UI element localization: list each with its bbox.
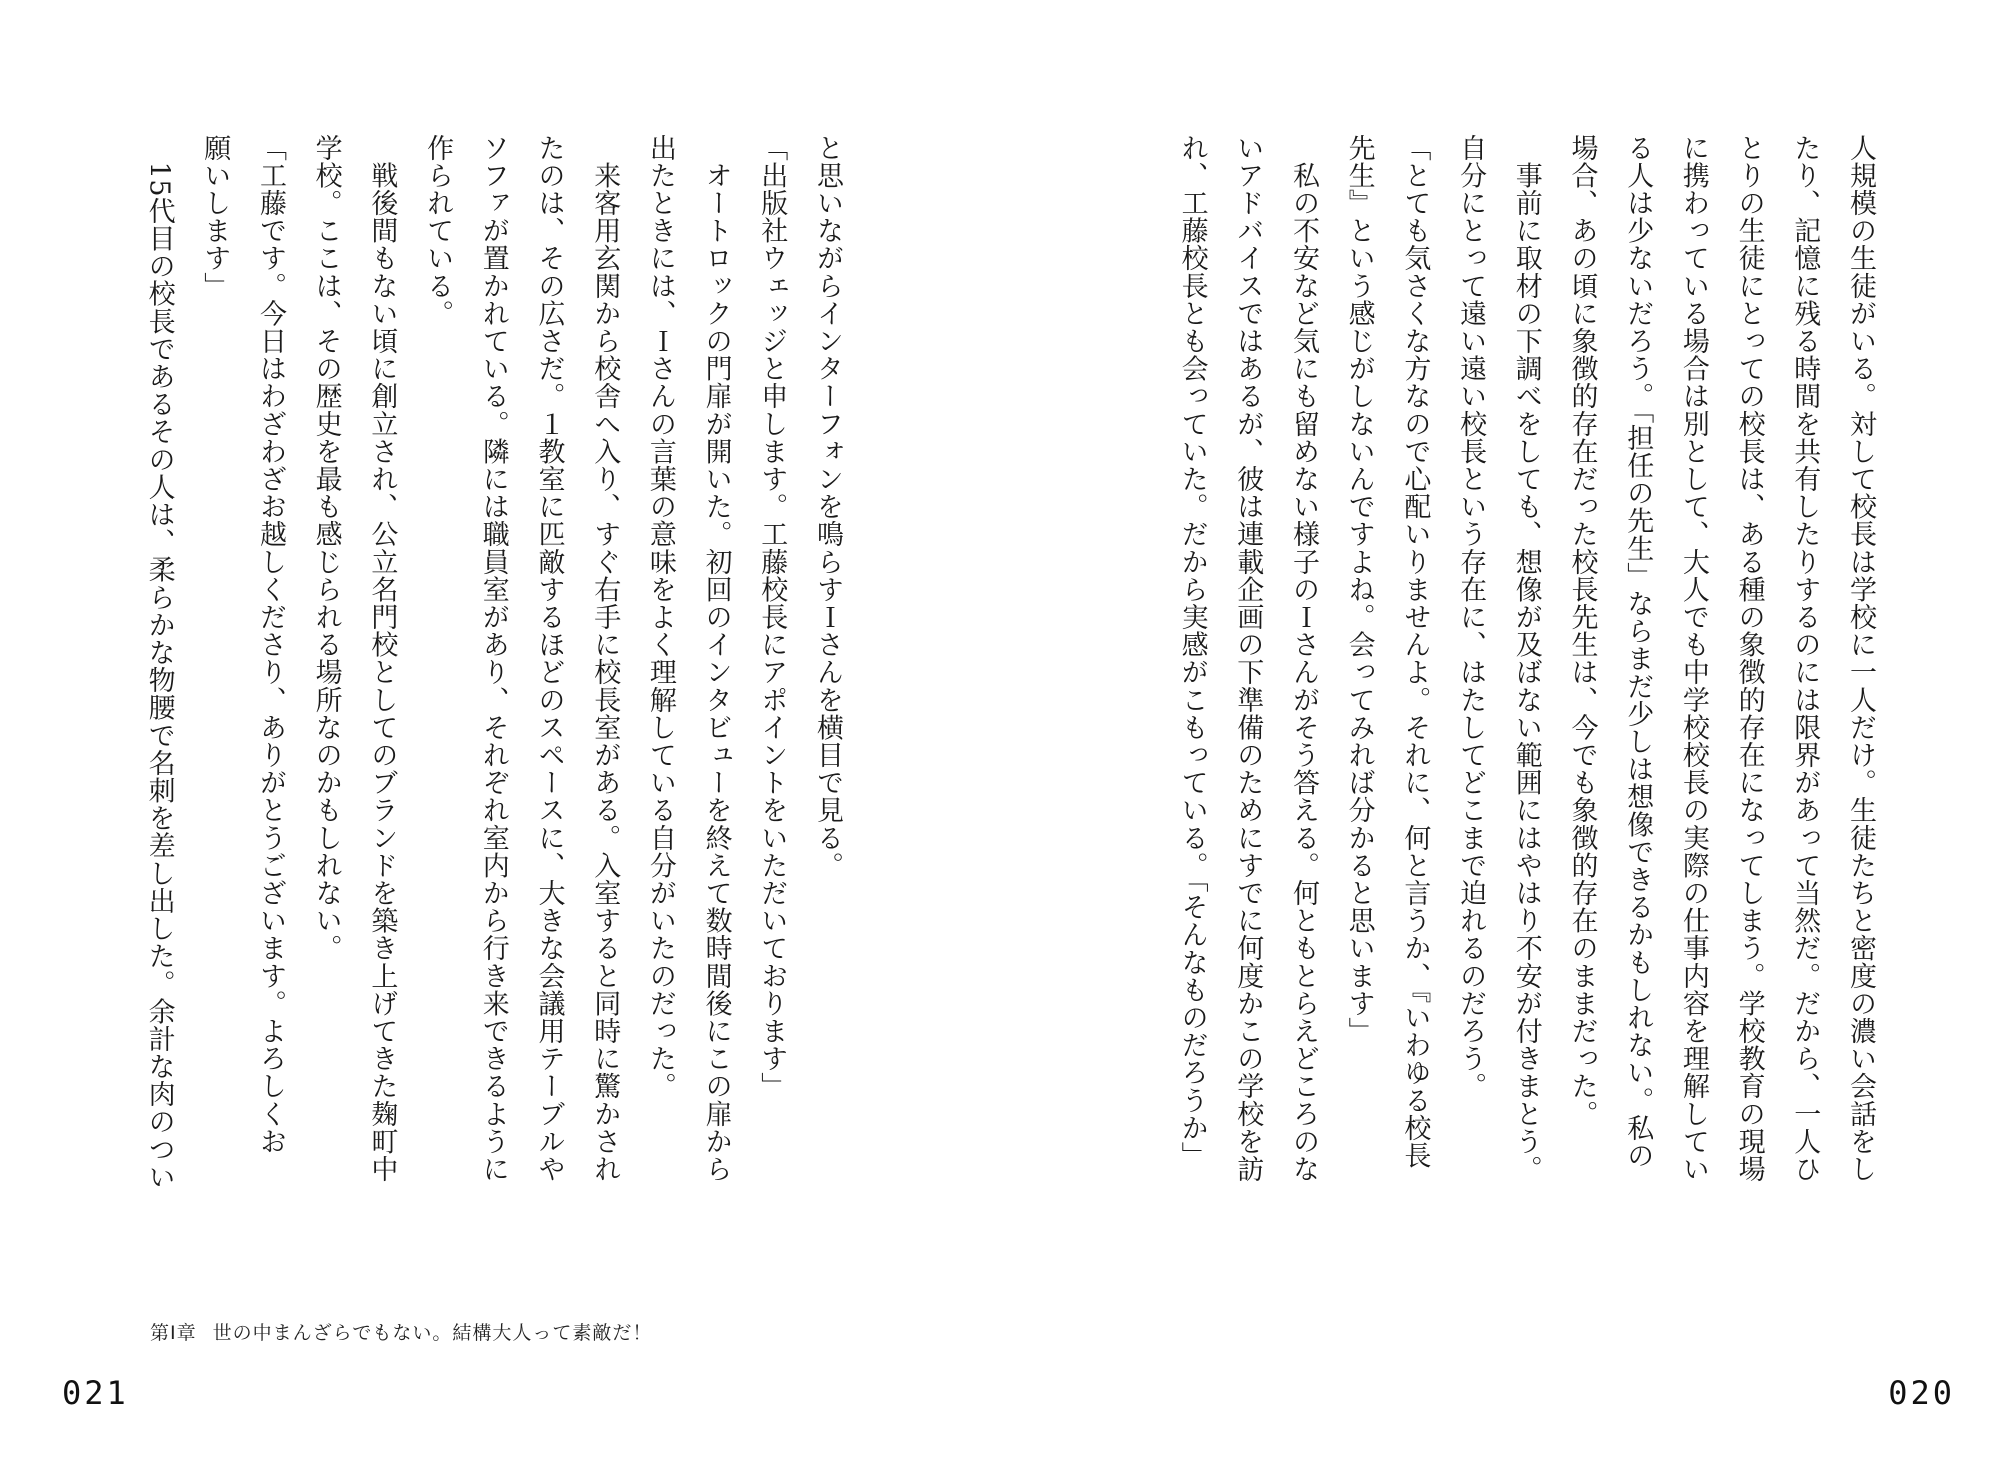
text-line: れ、工藤校長とも会っていた。だから実感がこもっている。「そんなものだろうか」 [1176,134,1208,1170]
text-line: 「出版社ウェッジと申します。工藤校長にアポイントをいただいております」 [756,134,788,1100]
text-line: ソファが置かれている。隣には職員室があり、それぞれ室内から行き来できるように [477,134,509,1183]
right-page [1000,0,2000,1474]
left-page-text [143,134,855,1244]
page-number-left: 021 [62,1374,129,1412]
running-head [150,1318,652,1345]
text-line: 事前に取材の下調べをしても、想像が及ばない範囲にはやはり不安が付きまとう。 [1510,134,1542,1183]
text-line: 出たときには、Ｉさんの言葉の意味をよく理解している自分がいたのだった。 [644,134,676,1100]
right-page-text [1128,134,1888,1244]
text-line: 戦後間もない頃に創立され、公立名門校としてのブランドを築き上げてきた麹町中 [366,134,398,1183]
text-line: 願いします」 [199,134,231,300]
text-line: 場合、あの頃に象徴的存在だった校長先生は、今でも象徴的存在のままだった。 [1566,134,1598,1128]
text-line: 私の不安など気にも留めない様子のＩさんがそう答える。何ともとらえどころのな [1287,134,1319,1183]
text-line: 「工藤です。今日はわざわざお越しくださり、ありがとうございます。よろしくお [254,134,286,1156]
text-line: 人規模の生徒がいる。対して校長は学校に一人だけ。生徒たちと密度の濃い会話をし [1845,134,1876,1183]
text-line: 学校。ここは、その歴史を最も感じられる場所なのかもしれない。 [310,134,342,962]
text-line: たり、記憶に残る時間を共有したりするのには限界があって当然だ。だから、一人ひ [1789,134,1821,1183]
chapter-number: 第Ⅰ章 [150,1322,197,1344]
chapter-title: 世の中まんざらでもない。結構大人って素敵だ！ [212,1322,653,1344]
text-line: オートロックの門扉が開いた。初回のインタビューを終えて数時間後にこの扉から [700,134,732,1183]
text-line: 15代目の校長であるその人は、柔らかな物腰で名刺を差し出した。余計な肉のつい [143,134,175,1191]
page-number-right: 020 [1888,1374,1955,1412]
text-line: 自分にとって遠い遠い校長という存在に、はたしてどこまで迫れるのだろう。 [1455,134,1487,1100]
text-line: 先生』という感じがしないんですよね。会ってみれば分かると思います」 [1343,134,1375,1045]
text-line: いアドバイスではあるが、彼は連載企画の下準備のためにすでに何度かこの学校を訪 [1232,134,1264,1183]
text-line: と思いながらインターフォンを鳴らすＩさんを横目で見る。 [812,134,843,880]
text-line: に携わっている場合は別として、大人でも中学校校長の実際の仕事内容を理解してい [1677,134,1709,1183]
text-line: 来客用玄関から校舎へ入り、すぐ右手に校長室がある。入室すると同時に驚かされ [589,134,621,1183]
text-line: たのは、その広さだ。１教室に匹敵するほどのスペースに、大きな会議用テーブルや [533,134,565,1183]
text-line: 作られている。 [422,134,454,328]
text-line: とりの生徒にとっての校長は、ある種の象徴的存在になってしまう。学校教育の現場 [1733,134,1765,1183]
text-line: 「とても気さくな方なので心配いりませんよ。それに、何と言うか、『いわゆる校長 [1399,134,1431,1170]
text-line: る人は少ないだろう。「担任の先生」ならまだ少しは想像できるかもしれない。私の [1622,134,1654,1170]
